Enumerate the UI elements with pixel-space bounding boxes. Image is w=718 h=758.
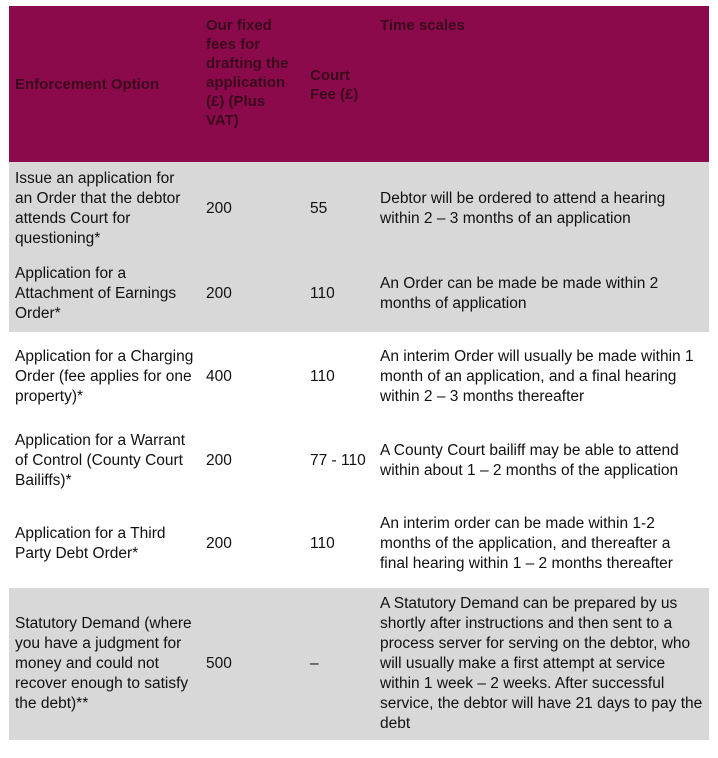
row-time-scale: A Statutory Demand can be prepared by us shortly after instructions and then sent to a process server for serving on the debtor, who will usually make a first attempt at service within 1 week – 2 weeks. After successful service, the debtor will have 21 days to pay the debt bbox=[380, 595, 703, 732]
row-fixed-fee: 400 bbox=[206, 368, 232, 385]
row-time-scale: Debtor will be ordered to attend a hearing within 2 – 3 months of an application bbox=[380, 190, 666, 227]
table-row bbox=[9, 588, 709, 740]
table-row bbox=[9, 332, 709, 422]
row-time-scale: A County Court bailiff may be able to attend within about 1 – 2 months of the application bbox=[380, 442, 679, 479]
row-court-fee: 77 - 110 bbox=[310, 452, 366, 469]
table-row bbox=[9, 500, 709, 588]
row-fixed-fee: 200 bbox=[206, 452, 232, 469]
row-time-scale: An interim order can be made within 1-2 months of the application, and thereafter a final hearing within 1 – 2 months thereafter bbox=[380, 515, 673, 572]
enforcement-fees-table bbox=[9, 6, 709, 740]
row-option: Issue an application for an Order that the debtor attends Court for questioning* bbox=[15, 170, 181, 247]
row-fixed-fee: 200 bbox=[206, 200, 232, 217]
row-option: Application for a Warrant of Control (County Court Bailiffs)* bbox=[15, 432, 186, 489]
header-time-scales: Time scales bbox=[380, 17, 465, 34]
row-court-fee: 110 bbox=[310, 285, 335, 302]
row-fixed-fee: 500 bbox=[206, 655, 232, 672]
row-time-scale: An Order can be made be made within 2 months of application bbox=[380, 275, 659, 312]
row-court-fee: 110 bbox=[310, 535, 335, 552]
table-row bbox=[9, 162, 709, 256]
header-court-fee: Court Fee (£) bbox=[310, 67, 359, 103]
row-fixed-fee: 200 bbox=[206, 285, 232, 302]
row-option: Application for a Charging Order (fee applies for one property)* bbox=[15, 348, 194, 405]
table-row bbox=[9, 422, 709, 500]
row-court-fee: 55 bbox=[310, 200, 328, 217]
row-fixed-fee: 200 bbox=[206, 535, 232, 552]
table-header-row bbox=[9, 6, 709, 162]
row-option: Application for a Third Party Debt Order* bbox=[15, 525, 166, 562]
header-enforcement-option: Enforcement Option bbox=[15, 75, 160, 93]
header-fixed-fees: Our fixed fees for drafting the application (£) (Plus VAT) bbox=[206, 17, 289, 129]
row-time-scale: An interim Order will usually be made within 1 month of an application, and a final hearing within 2 – 3 months thereafter bbox=[380, 348, 694, 405]
table-row bbox=[9, 256, 709, 332]
row-option: Application for a Attachment of Earnings Order* bbox=[15, 265, 177, 322]
row-court-fee: – bbox=[310, 655, 319, 672]
row-option: Statutory Demand (where you have a judgment for money and could not recover enough to satisfy the debt)** bbox=[15, 615, 192, 712]
row-court-fee: 110 bbox=[310, 368, 335, 385]
